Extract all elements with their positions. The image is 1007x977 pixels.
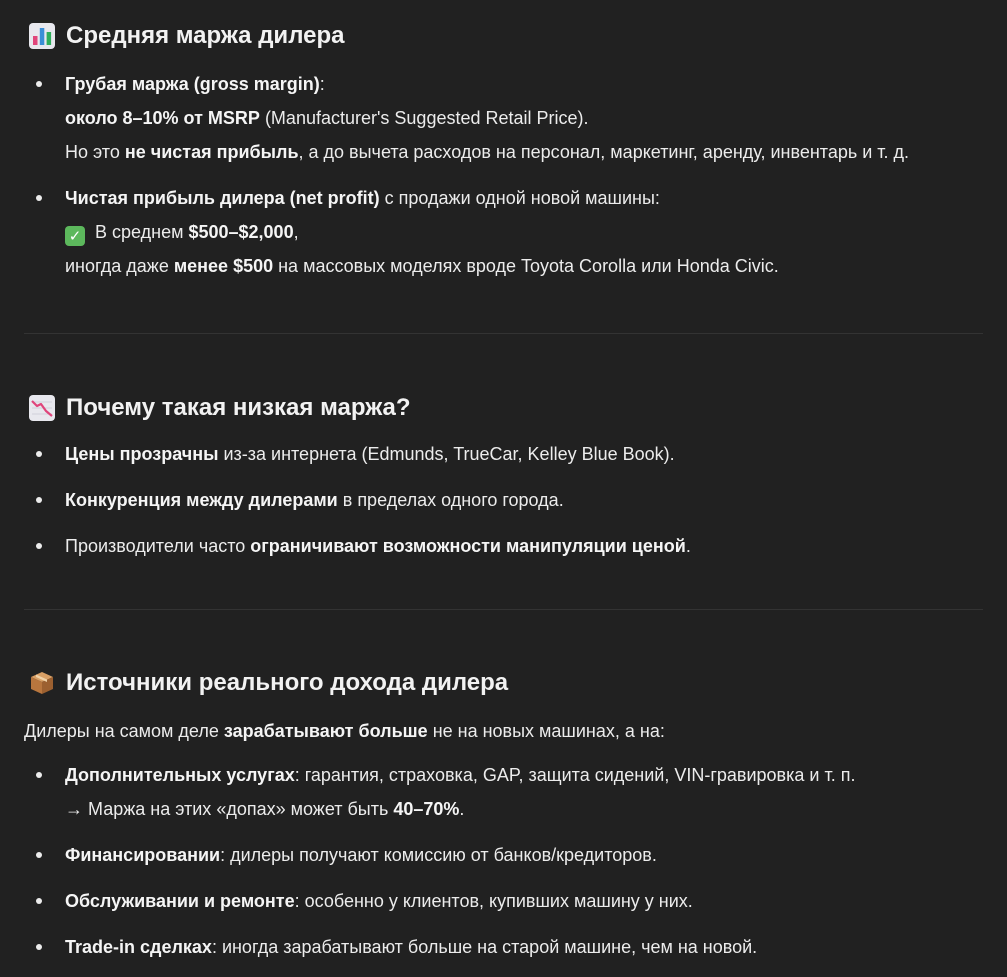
- section-divider: [24, 609, 983, 610]
- check-mark-button-icon: ✓: [65, 226, 85, 246]
- list-item-line: около 8–10% от MSRP (Manufacturer's Suggested Retail Price).: [65, 108, 589, 128]
- list-item: Финансировании: дилеры получают комиссию от банков/кредиторов.: [0, 838, 1007, 872]
- section1-list: [0, 67, 1007, 283]
- package-icon: [29, 670, 55, 696]
- list-item: Trade-in сделках: иногда зарабатывают больше на старой машине, чем на новой.: [0, 930, 1007, 964]
- list-item: Производители часто ограничивают возможности манипуляции ценой.: [0, 529, 1007, 563]
- list-item: [0, 181, 1007, 283]
- section-title: Почему такая низкая маржа?: [66, 394, 411, 421]
- list-item: Дополнительных услугах: гарантия, страховка, GAP, защита сидений, VIN-гравировка и т. п. → Маржа на этих «допах» может быть 40–70%.: [0, 758, 1007, 826]
- section-heading-why-low-margin: [0, 392, 411, 424]
- section-divider: [24, 333, 983, 334]
- section-title: Источники реального дохода дилера: [66, 669, 509, 696]
- chart-decreasing-icon: [29, 395, 55, 421]
- section-heading-average-margin: [0, 20, 344, 52]
- list-item: Цены прозрачны из-за интернета (Edmunds, TrueCar, Kelley Blue Book).: [0, 437, 1007, 471]
- list-item-line: ✓ В среднем $500–$2,000,: [65, 215, 1007, 249]
- list-item-line: Грубая маржа (gross margin):: [65, 74, 325, 94]
- list-item: Конкуренция между дилерами в пределах одного города.: [0, 483, 1007, 517]
- bar-chart-icon: [29, 23, 55, 49]
- list-item: Обслуживании и ремонте: особенно у клиентов, купивших машину у них.: [0, 884, 1007, 918]
- list-item: [0, 67, 1007, 169]
- list-item-line: Чистая прибыль дилера (net profit) с продажи одной новой машины:: [65, 188, 660, 208]
- list-item-line: иногда даже менее $500 на массовых моделях вроде Toyota Corolla или Honda Civic.: [65, 256, 779, 276]
- section2-list: [0, 437, 1007, 563]
- section-heading-real-income-sources: [0, 667, 508, 699]
- list-item-line: Но это не чистая прибыль, а до вычета расходов на персонал, маркетинг, аренду, инвентарь и т. д.: [65, 142, 910, 162]
- section3-list: [0, 758, 1007, 964]
- section-title: Средняя маржа дилера: [66, 22, 345, 49]
- section3-intro: Дилеры на самом деле зарабатывают больше не на новых машинах, а на:: [24, 721, 665, 741]
